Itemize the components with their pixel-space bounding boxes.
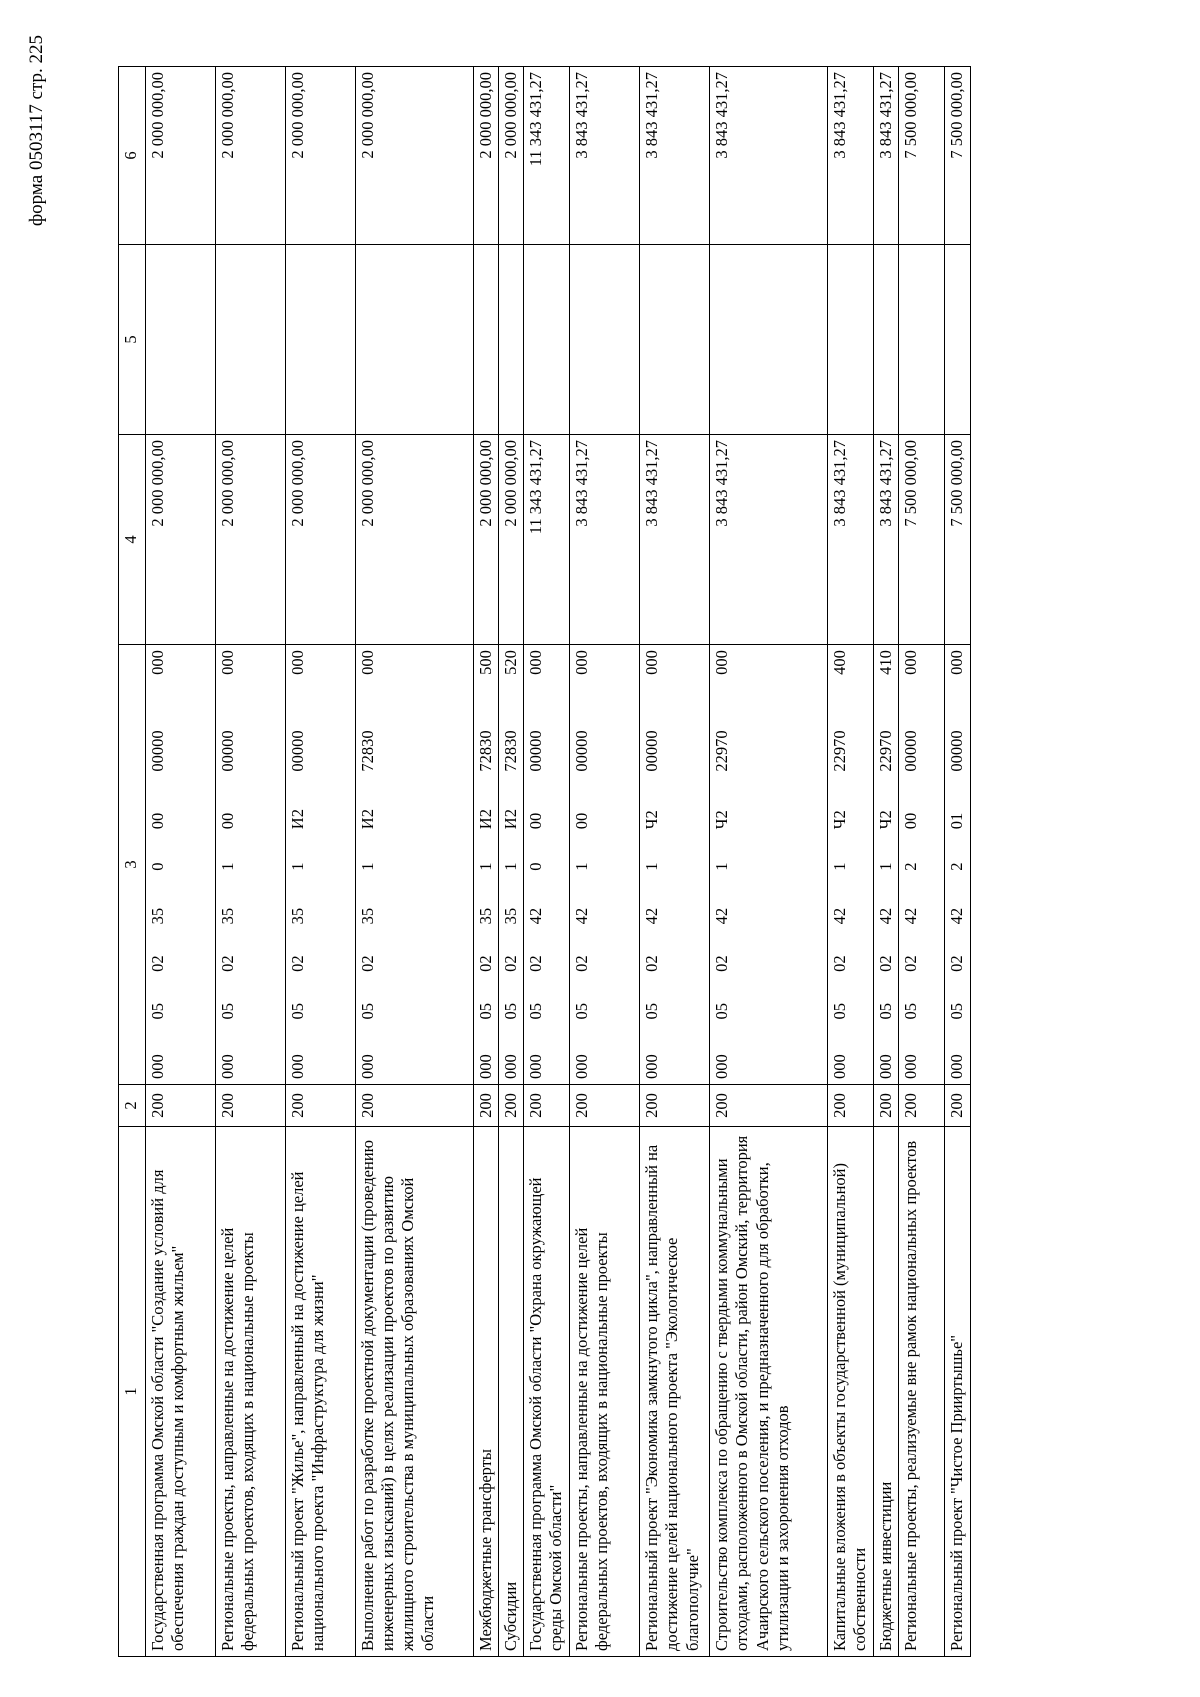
row-approved-amount: 11 343 431,27: [524, 435, 570, 645]
row-col5: [286, 245, 356, 435]
budget-code-part: 000: [358, 1054, 377, 1079]
budget-code-part: 1: [712, 862, 732, 871]
row-name: Межбюджетные трансферты: [474, 1127, 499, 1657]
budget-code-part: 500: [476, 650, 495, 675]
row-line-code: 200: [945, 1085, 970, 1127]
budget-code-part: 42: [901, 907, 921, 925]
budget-code-part: 05: [947, 1002, 967, 1020]
row-executed-amount: 3 843 431,27: [570, 67, 640, 245]
row-name: Бюджетные инвестиции: [874, 1127, 899, 1657]
budget-code-part: 00000: [642, 730, 662, 772]
budget-code-part: 01: [947, 812, 967, 830]
row-budget-code: [286, 645, 356, 1085]
budget-code-parts: [572, 650, 592, 1079]
row-approved-amount: 2 000 000,00: [146, 435, 216, 645]
row-budget-code: [945, 645, 970, 1085]
column-header-3: 3: [119, 645, 146, 1085]
budget-code-part: Ч2: [642, 810, 662, 830]
budget-code-part: 000: [218, 1054, 237, 1079]
row-line-code: 200: [710, 1085, 828, 1127]
row-approved-amount: 2 000 000,00: [216, 435, 286, 645]
row-col5: [570, 245, 640, 435]
row-executed-amount: 2 000 000,00: [474, 67, 499, 245]
budget-code-part: 35: [148, 907, 167, 925]
budget-code-part: 00: [148, 812, 167, 830]
row-name: Строительство комплекса по обращению с твердыми коммунальными отходами, расположенного в Омской области, район Омский, территория Ачаирского сельского поселения, и предназначенного для обработки, утилизации и захоронения отходов: [710, 1127, 828, 1657]
report-table: [118, 66, 971, 1657]
row-executed-amount: 7 500 000,00: [945, 67, 970, 245]
budget-code-part: 1: [830, 862, 850, 871]
budget-code-parts: [148, 650, 168, 1079]
row-executed-amount: 2 000 000,00: [356, 67, 474, 245]
budget-code-part: 000: [712, 1054, 732, 1079]
row-budget-code: [710, 645, 828, 1085]
report-table-wrapper: [118, 67, 971, 1657]
row-budget-code: [874, 645, 899, 1085]
row-col5: [216, 245, 286, 435]
budget-code-part: 35: [288, 907, 307, 925]
budget-code-part: 000: [288, 1054, 307, 1079]
row-col5: [945, 245, 970, 435]
row-line-code: 200: [146, 1085, 216, 1127]
row-budget-code: [570, 645, 640, 1085]
budget-code-part: 05: [526, 1002, 546, 1020]
budget-code-part: 000: [476, 1054, 495, 1079]
row-line-code: 200: [356, 1085, 474, 1127]
row-line-code: 200: [570, 1085, 640, 1127]
row-executed-amount: 11 343 431,27: [524, 67, 570, 245]
row-approved-amount: 3 843 431,27: [570, 435, 640, 645]
column-header-2: 2: [119, 1085, 146, 1127]
row-col5: [640, 245, 710, 435]
budget-code-part: 000: [358, 650, 377, 675]
budget-code-part: 42: [572, 907, 592, 925]
row-approved-amount: 3 843 431,27: [710, 435, 828, 645]
row-executed-amount: 3 843 431,27: [874, 67, 899, 245]
row-name: Региональный проект "Чистое Прииртышье": [945, 1127, 970, 1657]
row-executed-amount: 3 843 431,27: [710, 67, 828, 245]
row-approved-amount: 7 500 000,00: [899, 435, 945, 645]
budget-code-part: 00000: [572, 730, 592, 772]
budget-code-part: 00000: [526, 730, 546, 772]
budget-code-part: 1: [642, 862, 662, 871]
budget-code-part: 00000: [148, 730, 167, 772]
budget-code-part: 000: [947, 650, 967, 675]
budget-code-part: 000: [901, 650, 921, 675]
budget-code-part: 00000: [288, 730, 307, 772]
row-name: Региональные проекты, направленные на достижение целей федеральных проектов, входящих в национальные проекты: [216, 1127, 286, 1657]
budget-code-part: 000: [830, 1054, 850, 1079]
budget-code-part: 02: [358, 955, 377, 972]
budget-code-part: Ч2: [712, 810, 732, 830]
form-reference: форма 0503117 стр. 225: [26, 35, 47, 227]
budget-code-parts: [830, 650, 850, 1079]
row-budget-code: [356, 645, 474, 1085]
table-row: [874, 67, 899, 1657]
budget-code-part: 000: [947, 1054, 967, 1079]
budget-code-part: И2: [358, 809, 377, 830]
row-budget-code: [640, 645, 710, 1085]
budget-code-part: 42: [947, 907, 967, 925]
row-approved-amount: 2 000 000,00: [499, 435, 524, 645]
row-col5: [474, 245, 499, 435]
row-name: Региональные проекты, направленные на достижение целей федеральных проектов, входящих в национальные проекты: [570, 1127, 640, 1657]
budget-code-part: 00000: [901, 730, 921, 772]
row-name: Выполнение работ по разработке проектной документации (проведению инженерных изысканий) в целях реализации проектов по развитию жилищного строительства в муниципальных образованиях Омской области: [356, 1127, 474, 1657]
budget-code-part: 02: [501, 955, 521, 972]
budget-code-part: 02: [947, 955, 967, 972]
budget-code-part: И2: [288, 809, 307, 830]
budget-code-part: 00000: [218, 730, 237, 772]
row-col5: [356, 245, 474, 435]
row-approved-amount: 2 000 000,00: [286, 435, 356, 645]
budget-code-part: 72830: [358, 730, 377, 772]
row-col5: [499, 245, 524, 435]
budget-code-part: 05: [901, 1002, 921, 1020]
table-row: [216, 67, 286, 1657]
budget-code-part: 72830: [501, 730, 521, 772]
table-header-row: [119, 67, 146, 1657]
budget-code-part: 42: [876, 907, 896, 925]
budget-code-part: 1: [358, 862, 377, 871]
table-row: [146, 67, 216, 1657]
budget-code-part: 00000: [947, 730, 967, 772]
budget-code-part: 2: [901, 862, 921, 871]
budget-code-parts: [288, 650, 308, 1079]
row-col5: [899, 245, 945, 435]
table-row: [828, 67, 874, 1657]
budget-code-part: 00: [526, 812, 546, 830]
budget-code-part: 42: [526, 907, 546, 925]
column-header-5: 5: [119, 245, 146, 435]
budget-code-parts: [876, 650, 896, 1079]
budget-code-part: 35: [476, 907, 495, 925]
budget-code-part: 02: [148, 955, 167, 972]
table-row: [710, 67, 828, 1657]
column-header-1: 1: [119, 1127, 146, 1657]
row-line-code: 200: [216, 1085, 286, 1127]
budget-code-part: 1: [876, 862, 896, 871]
row-line-code: 200: [524, 1085, 570, 1127]
budget-code-part: 02: [572, 955, 592, 972]
budget-code-part: 02: [288, 955, 307, 972]
column-header-4: 4: [119, 435, 146, 645]
budget-code-part: 000: [642, 650, 662, 675]
budget-code-part: 02: [712, 955, 732, 972]
budget-code-part: 05: [830, 1002, 850, 1020]
budget-code-part: 05: [148, 1002, 167, 1020]
row-col5: [524, 245, 570, 435]
table-row: [286, 67, 356, 1657]
budget-code-part: 35: [358, 907, 377, 925]
row-budget-code: [474, 645, 499, 1085]
table-row: [356, 67, 474, 1657]
budget-code-parts: [642, 650, 662, 1079]
budget-code-part: 410: [876, 650, 896, 675]
budget-code-part: 02: [218, 955, 237, 972]
budget-code-part: 02: [830, 955, 850, 972]
row-line-code: 200: [640, 1085, 710, 1127]
budget-code-parts: [218, 650, 238, 1079]
row-budget-code: [499, 645, 524, 1085]
table-row: [499, 67, 524, 1657]
budget-code-part: 000: [218, 650, 237, 675]
table-row: [524, 67, 570, 1657]
budget-code-part: 0: [148, 862, 167, 871]
row-name: Субсидии: [499, 1127, 524, 1657]
budget-code-parts: [358, 650, 378, 1079]
row-line-code: 200: [899, 1085, 945, 1127]
budget-code-part: 00: [218, 812, 237, 830]
budget-code-part: Ч2: [876, 810, 896, 830]
row-approved-amount: 2 000 000,00: [356, 435, 474, 645]
table-row: [945, 67, 970, 1657]
table-row: [899, 67, 945, 1657]
budget-code-part: 000: [148, 650, 167, 675]
budget-code-part: 02: [901, 955, 921, 972]
budget-code-part: 000: [901, 1054, 921, 1079]
budget-code-part: 02: [642, 955, 662, 972]
budget-code-part: 22970: [876, 730, 896, 772]
budget-code-part: 1: [501, 862, 521, 871]
budget-code-part: 05: [712, 1002, 732, 1020]
budget-code-part: 35: [501, 907, 521, 925]
row-budget-code: [216, 645, 286, 1085]
budget-code-part: 000: [712, 650, 732, 675]
budget-code-part: 000: [526, 650, 546, 675]
budget-code-part: 1: [572, 862, 592, 871]
row-executed-amount: 2 000 000,00: [146, 67, 216, 245]
budget-code-part: 05: [218, 1002, 237, 1020]
budget-code-part: 02: [476, 955, 495, 972]
budget-code-part: 1: [476, 862, 495, 871]
row-name: Государственная программа Омской области "Охрана окружающей среды Омской области": [524, 1127, 570, 1657]
row-col5: [146, 245, 216, 435]
table-row: [640, 67, 710, 1657]
budget-code-parts: [526, 650, 546, 1079]
row-executed-amount: 2 000 000,00: [499, 67, 524, 245]
budget-code-part: 1: [218, 862, 237, 871]
row-executed-amount: 2 000 000,00: [286, 67, 356, 245]
budget-code-part: 000: [148, 1054, 167, 1079]
row-approved-amount: 3 843 431,27: [828, 435, 874, 645]
budget-code-part: Ч2: [830, 810, 850, 830]
row-name: Капитальные вложения в объекты государственной (муниципальной) собственности: [828, 1127, 874, 1657]
budget-code-part: И2: [476, 809, 495, 830]
budget-code-part: 000: [526, 1054, 546, 1079]
budget-code-parts: [712, 650, 732, 1079]
row-budget-code: [899, 645, 945, 1085]
row-budget-code: [146, 645, 216, 1085]
budget-code-part: 42: [830, 907, 850, 925]
budget-code-part: 00: [901, 812, 921, 830]
budget-code-part: 000: [876, 1054, 896, 1079]
row-col5: [828, 245, 874, 435]
budget-code-part: 05: [572, 1002, 592, 1020]
budget-code-part: 0: [526, 862, 546, 871]
budget-code-part: 42: [712, 907, 732, 925]
table-body: [146, 67, 971, 1657]
row-approved-amount: 2 000 000,00: [474, 435, 499, 645]
budget-code-part: 000: [572, 1054, 592, 1079]
budget-code-part: 05: [476, 1002, 495, 1020]
budget-code-part: 520: [501, 650, 521, 675]
budget-code-parts: [476, 650, 496, 1079]
row-name: Государственная программа Омской области "Создание условий для обеспечения граждан доступным и комфортным жильем": [146, 1127, 216, 1657]
budget-code-parts: [501, 650, 521, 1079]
column-header-6: 6: [119, 67, 146, 245]
budget-code-part: 22970: [830, 730, 850, 772]
budget-code-part: 05: [288, 1002, 307, 1020]
budget-code-part: 400: [830, 650, 850, 675]
budget-code-parts: [901, 650, 921, 1079]
row-line-code: 200: [499, 1085, 524, 1127]
row-budget-code: [828, 645, 874, 1085]
budget-code-part: 2: [947, 862, 967, 871]
budget-code-part: 000: [501, 1054, 521, 1079]
row-budget-code: [524, 645, 570, 1085]
budget-code-part: 1: [288, 862, 307, 871]
row-executed-amount: 3 843 431,27: [828, 67, 874, 245]
budget-code-part: 02: [526, 955, 546, 972]
budget-code-part: И2: [501, 809, 521, 830]
table-row: [474, 67, 499, 1657]
row-approved-amount: 3 843 431,27: [874, 435, 899, 645]
budget-code-part: 05: [876, 1002, 896, 1020]
row-name: Региональный проект "Экономика замкнутого цикла", направленный на достижение целей национального проекта "Экологическое благополучие": [640, 1127, 710, 1657]
row-col5: [874, 245, 899, 435]
budget-code-parts: [947, 650, 967, 1079]
row-line-code: 200: [828, 1085, 874, 1127]
budget-code-part: 05: [358, 1002, 377, 1020]
budget-code-part: 00: [572, 812, 592, 830]
budget-code-part: 22970: [712, 730, 732, 772]
row-name: Региональные проекты, реализуемые вне рамок национальных проектов: [899, 1127, 945, 1657]
budget-code-part: 42: [642, 907, 662, 925]
row-executed-amount: 2 000 000,00: [216, 67, 286, 245]
row-approved-amount: 7 500 000,00: [945, 435, 970, 645]
budget-code-part: 05: [501, 1002, 521, 1020]
row-name: Региональный проект "Жилье", направленный на достижение целей национального проекта "Инфраструктура для жизни": [286, 1127, 356, 1657]
budget-code-part: 02: [876, 955, 896, 972]
row-col5: [710, 245, 828, 435]
row-line-code: 200: [286, 1085, 356, 1127]
table-row: [570, 67, 640, 1657]
budget-code-part: 000: [642, 1054, 662, 1079]
budget-code-part: 05: [642, 1002, 662, 1020]
budget-code-part: 72830: [476, 730, 495, 772]
row-line-code: 200: [474, 1085, 499, 1127]
row-executed-amount: 3 843 431,27: [640, 67, 710, 245]
row-line-code: 200: [874, 1085, 899, 1127]
row-executed-amount: 7 500 000,00: [899, 67, 945, 245]
budget-code-part: 35: [218, 907, 237, 925]
budget-code-part: 000: [572, 650, 592, 675]
row-approved-amount: 3 843 431,27: [640, 435, 710, 645]
budget-code-part: 000: [288, 650, 307, 675]
